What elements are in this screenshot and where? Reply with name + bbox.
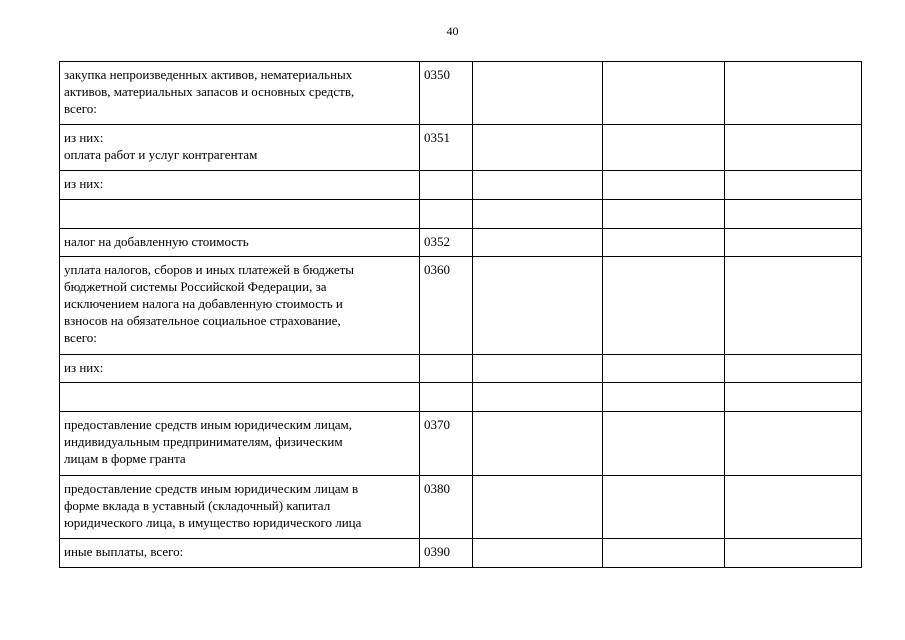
row-label: налог на добавленную стоимость <box>64 234 249 249</box>
table-row <box>60 62 862 125</box>
value-cell-2 <box>603 412 725 476</box>
value-cell-2 <box>603 62 725 125</box>
value-cell-2 <box>603 355 725 383</box>
value-cell-1 <box>473 539 603 568</box>
row-label-cell <box>60 62 420 125</box>
table-row <box>60 229 862 257</box>
row-label-cell <box>60 539 420 568</box>
value-cell-1 <box>473 125 603 171</box>
row-code: 0390 <box>420 539 473 568</box>
row-code <box>420 200 473 229</box>
row-label: уплата налогов, сборов и иных платежей в бюджеты бюджетной системы Российской Федерации, за исключением налога на добавленную стоимость и взносов на обязательное социальное страхование, всего: <box>64 262 355 345</box>
budget-table <box>59 61 862 568</box>
table-row <box>60 125 862 171</box>
value-cell-2 <box>603 171 725 200</box>
value-cell-1 <box>473 62 603 125</box>
value-cell-1 <box>473 412 603 476</box>
value-cell-2 <box>603 125 725 171</box>
value-cell-3 <box>725 62 862 125</box>
value-cell-3 <box>725 200 862 229</box>
value-cell-1 <box>473 383 603 412</box>
value-cell-1 <box>473 476 603 539</box>
row-code: 0350 <box>420 62 473 125</box>
value-cell-2 <box>603 200 725 229</box>
table-row <box>60 539 862 568</box>
row-code: 0351 <box>420 125 473 171</box>
value-cell-2 <box>603 229 725 257</box>
row-code: 0360 <box>420 257 473 355</box>
value-cell-1 <box>473 229 603 257</box>
row-code <box>420 383 473 412</box>
row-label: закупка непроизведенных активов, нематериальных активов, материальных запасов и основных средств, всего: <box>64 67 355 116</box>
table-row <box>60 412 862 476</box>
row-code <box>420 171 473 200</box>
value-cell-2 <box>603 539 725 568</box>
row-label-cell <box>60 476 420 539</box>
value-cell-1 <box>473 355 603 383</box>
value-cell-1 <box>473 200 603 229</box>
value-cell-3 <box>725 229 862 257</box>
row-label-cell <box>60 355 420 383</box>
value-cell-3 <box>725 383 862 412</box>
value-cell-3 <box>725 171 862 200</box>
value-cell-2 <box>603 257 725 355</box>
row-label-cell <box>60 257 420 355</box>
value-cell-3 <box>725 257 862 355</box>
row-label-cell <box>60 125 420 171</box>
row-code <box>420 355 473 383</box>
row-label-cell <box>60 171 420 200</box>
value-cell-3 <box>725 476 862 539</box>
row-label: из них: оплата работ и услуг контрагентам <box>64 130 258 162</box>
row-label-cell <box>60 229 420 257</box>
value-cell-1 <box>473 257 603 355</box>
row-label-cell <box>60 412 420 476</box>
row-label-cell <box>60 200 420 229</box>
table-row <box>60 355 862 383</box>
row-label: предоставление средств иным юридическим лицам, индивидуальным предпринимателям, физическим лицам в форме гранта <box>64 417 353 466</box>
row-label: из них: <box>64 176 104 191</box>
value-cell-2 <box>603 383 725 412</box>
value-cell-1 <box>473 171 603 200</box>
page-number: 40 <box>446 24 459 38</box>
row-code: 0370 <box>420 412 473 476</box>
table-row <box>60 257 862 355</box>
value-cell-2 <box>603 476 725 539</box>
table-row <box>60 476 862 539</box>
row-label: из них: <box>64 360 104 375</box>
row-label-cell <box>60 383 420 412</box>
table-row <box>60 383 862 412</box>
row-label: иные выплаты, всего: <box>64 544 184 559</box>
table-row <box>60 171 862 200</box>
value-cell-3 <box>725 355 862 383</box>
value-cell-3 <box>725 539 862 568</box>
table-row <box>60 200 862 229</box>
value-cell-3 <box>725 412 862 476</box>
value-cell-3 <box>725 125 862 171</box>
row-label: предоставление средств иным юридическим лицам в форме вклада в уставный (складочный) капитал юридического лица, в имущество юридического лица <box>64 481 362 530</box>
row-code: 0380 <box>420 476 473 539</box>
row-code: 0352 <box>420 229 473 257</box>
